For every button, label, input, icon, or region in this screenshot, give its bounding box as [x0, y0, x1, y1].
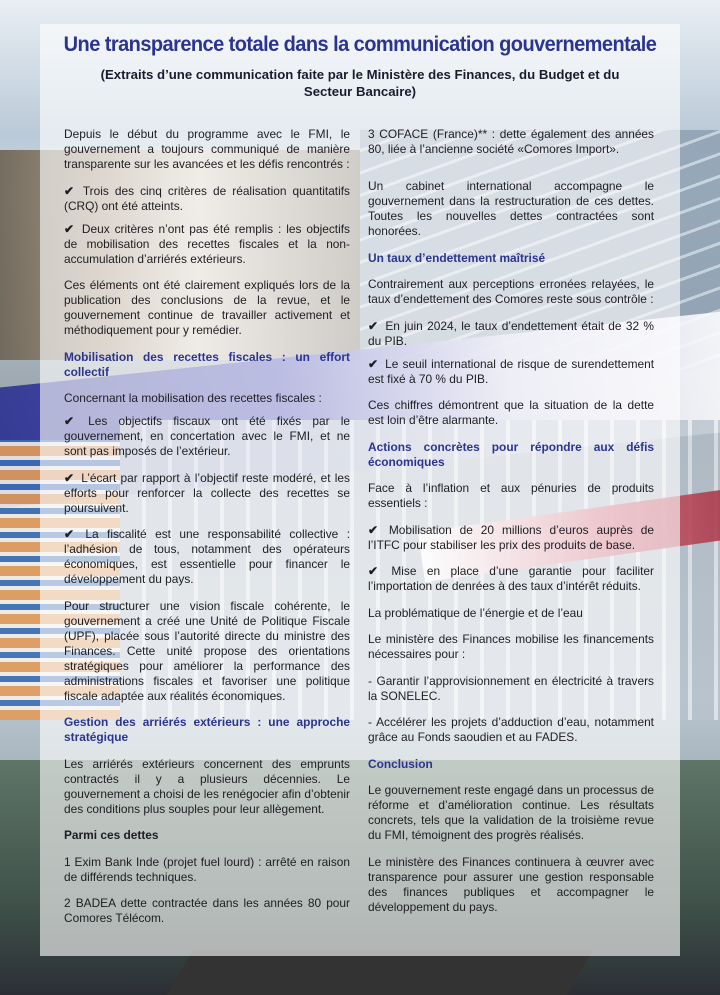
background-road — [167, 950, 593, 995]
bullet-itfc: ✔ Mobilisation de 20 millions d’euros auprès de l’ITFC pour stabiliser les prix des produits de base. — [368, 522, 654, 552]
bullet-collective-responsibility: ✔ La fiscalité est une responsabilité collective : l’adhésion de tous, notamment des opérateurs économiques, est essentielle pour financer le développement du pays. — [64, 527, 350, 586]
section-heading-actions: Actions concrètes pour répondre aux défis économiques — [368, 439, 654, 469]
bullet-threshold-70: ✔ Le seuil international de risque de surendettement est fixé à 70 % du PIB. — [368, 356, 655, 386]
bullet-crq-not-met: ✔ Deux critères n’ont pas été remplis : les objectifs de mobilisation des recettes fiscales et la non-accumulation d’arriérés extérieurs. — [64, 221, 350, 266]
conclusion-paragraph-1: Le gouvernement reste engagé dans un processus de réforme et d’amélioration continue. Les résultats concrets, tels que la validation de la troisième revue du FMI, témoignent des progrès réalisés. — [368, 783, 654, 842]
bullet-crq-achieved: ✔ Trois des cinq critères de réalisation quantitatifs (CRQ) ont été atteints. — [64, 183, 351, 213]
arrears-paragraph: Les arriérés extérieurs concernent des emprunts contractés il y a plusieurs décennies. Le gouvernement a choisi de les renégocier afin d’obtenir des conditions plus souples pour leur allègement. — [64, 756, 350, 816]
check-icon: ✔ — [64, 527, 74, 541]
debt-item-coface: 3 COFACE (France)** : dette également des années 80, liée à l’ancienne société «Comores Import». — [368, 127, 654, 156]
debt-item-exim: 1 Exim Bank Inde (projet fuel lourd) : arrêté en raison de différends techniques. — [64, 854, 350, 884]
check-icon: ✔ — [368, 356, 378, 371]
check-icon: ✔ — [368, 522, 378, 537]
intro-paragraph: Depuis le début du programme avec le FMI, le gouvernement a toujours communiqué de manière transparente sur les avancées et les défis rencontrés : — [64, 127, 350, 171]
bullet-gap-moderate: ✔ L’écart par rapport à l’objectif reste modéré, et les efforts pour renforcer la collecte des recettes se poursuivent. — [64, 470, 350, 515]
section-heading-revenue: Mobilisation des recettes fiscales : un effort collectif — [64, 349, 350, 379]
check-icon: ✔ — [368, 564, 378, 578]
explanation-paragraph: Ces éléments ont été clairement expliqués lors de la publication des conclusions de la revue, et le gouvernement continue de travailler activement et méthodiquement pour y remédier. — [64, 278, 350, 337]
page-title: Une transparence totale dans la communication gouvernementale — [63, 32, 657, 56]
section-heading-conclusion: Conclusion — [368, 756, 433, 771]
check-icon: ✔ — [64, 221, 74, 236]
bullet-guarantee: ✔ Mise en place d’une garantie pour faciliter l’importation de denrées à des taux d’intérêt réduits. — [368, 564, 655, 593]
item-water-projects: - Accélérer les projets d’adduction d’eau, notamment grâce au Fonds saoudien et au FADES. — [368, 715, 654, 744]
debt-conclusion-paragraph: Ces chiffres démontrent que la situation de la dette est loin d’être alarmante. — [368, 398, 654, 427]
bullet-fiscal-objectives: ✔ Les objectifs fiscaux ont été fixés par le gouvernement, en concertation avec le FMI, et ne sont pas imposés de l’extérieur. — [64, 414, 351, 458]
actions-intro: Face à l’inflation et aux pénuries de produits essentiels : — [368, 481, 654, 510]
bullet-debt-32: ✔ En juin 2024, le taux d’endettement était de 32 % du PIB. — [368, 318, 654, 348]
debt-rate-intro: Contrairement aux perceptions erronées relayées, le taux d’endettement des Comores reste sous contrôle : — [368, 277, 654, 306]
section-heading-debt-rate: Un taux d’endettement maîtrisé — [368, 250, 546, 265]
item-sonelec: - Garantir l’approvisionnement en électricité à travers la SONELEC. — [368, 673, 654, 703]
page-subtitle: (Extraits d’une communication faite par le Ministère des Finances, du Budget et du Secteur Bancaire) — [100, 67, 620, 99]
section-heading-debts: Parmi ces dettes — [64, 828, 159, 842]
upf-paragraph: Pour structurer une vision fiscale cohérente, le gouvernement a créé une Unité de Politique Fiscale (UPF), placée sous l’autorité directe du ministre des Finances. Cette unité propose des orientations stratégiques pour améliorer la performance des administrations fiscales et favoriser une politique fiscale adaptée aux réalités économiques. — [64, 598, 350, 703]
funding-intro: Le ministère des Finances mobilise les financements nécessaires pour : — [368, 632, 654, 661]
left-column — [64, 127, 350, 938]
section-heading-arrears: Gestion des arriérés extérieurs : une approche stratégique — [64, 715, 350, 744]
right-column — [368, 127, 654, 926]
debt-item-badea: 2 BADEA dette contractée dans les années 80 pour Comores Télécom. — [64, 896, 350, 925]
restructuring-paragraph: Un cabinet international accompagne le gouvernement dans la restructuration de ces dettes. Toutes les nouvelles dettes contractées sont honorées. — [368, 179, 654, 238]
check-icon: ✔ — [64, 414, 74, 428]
energy-water-line: La problématique de l’énergie et de l’eau — [368, 605, 583, 620]
check-icon: ✔ — [368, 318, 378, 333]
check-icon: ✔ — [64, 183, 74, 198]
check-icon: ✔ — [64, 470, 74, 485]
revenue-intro: Concernant la mobilisation des recettes fiscales : — [64, 391, 322, 405]
conclusion-paragraph-2: Le ministère des Finances continuera à œuvrer avec transparence pour assurer une gestion responsable des finances publiques et accompagner le développement du pays. — [368, 854, 654, 914]
